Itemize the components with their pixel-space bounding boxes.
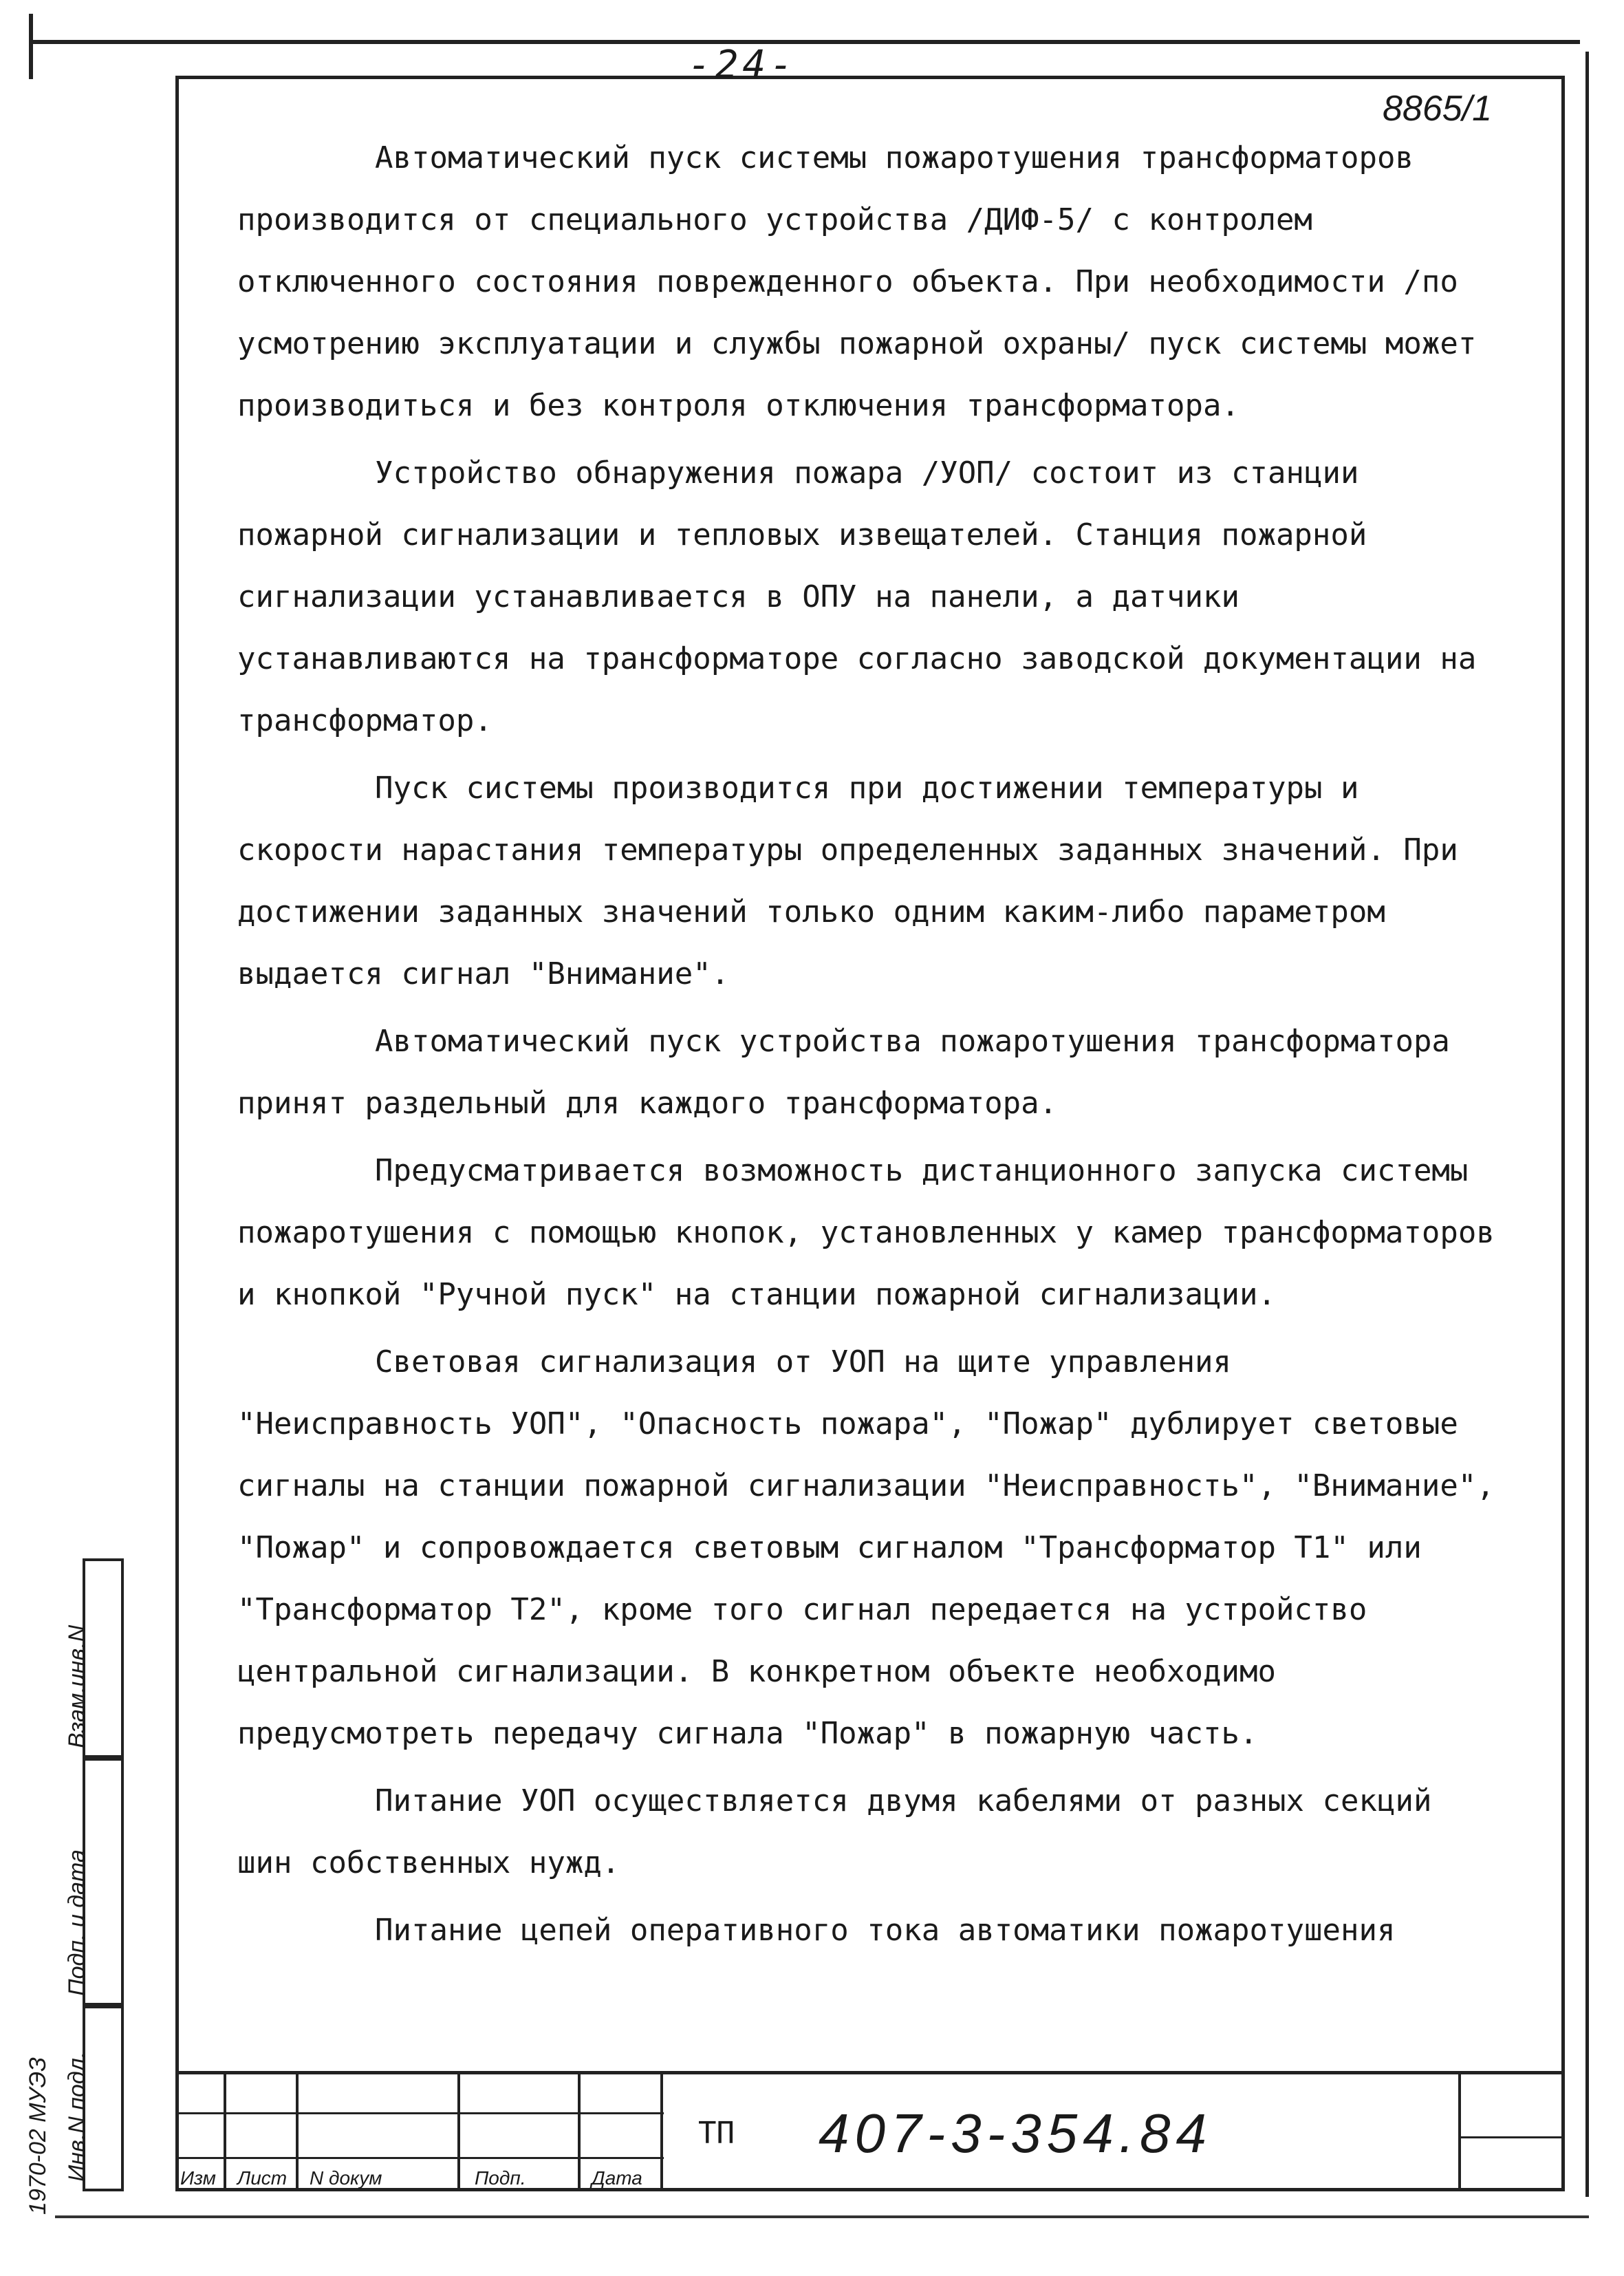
- title-block-rule: [175, 2157, 664, 2159]
- archive-number: 1970-02 МУЭЗ: [25, 2057, 51, 2215]
- col-label-doc: N докум: [310, 2167, 382, 2189]
- title-block-divider: [660, 2071, 663, 2191]
- paragraph: Пуск системы производится при достижении температуры и скорости нарастания температуры определенных заданных значений. При достижении заданных значений только одним каким-либо параметром выдается сигнал "Внимание".: [237, 771, 1458, 991]
- title-block-divider: [578, 2071, 581, 2191]
- sheet-id: 8865/1: [1383, 89, 1493, 129]
- paragraph: Предусматривается возможность дистанционного запуска системы пожаротушения с помощью кнопок, установленных у камер трансформаторов и кнопкой "Ручной пуск" на станции пожарной сигнализации.: [237, 1153, 1495, 1312]
- bottom-trim-line: [55, 2215, 1589, 2218]
- title-block-divider: [296, 2071, 299, 2191]
- paragraph: Световая сигнализация от УОП на щите управления "Неисправность УОП", "Опасность пожара", "Пожар" дублирует световые сигналы на станции пожарной сигнализации "Неисправность", "Внимание", "Пожар" и сопровождается световым сигналом "Трансформатор Т1" или "Трансформатор Т2", кроме того сигнал передается на устройство центральной сигнализации. В конкретном объекте необходимо предусмотреть передачу сигнала "Пожар" в пожарную часть.: [237, 1344, 1495, 1751]
- col-label-izm: Изм: [180, 2167, 216, 2189]
- paragraph: Питание цепей оперативного тока автоматики пожаротушения: [375, 1913, 1396, 1948]
- body-text: [237, 127, 1503, 1967]
- title-block-divider: [224, 2071, 226, 2191]
- stamp-label: Взам.инв.N: [64, 1624, 90, 1748]
- project-prefix: ТП: [698, 2116, 735, 2151]
- page-number: -24-: [688, 43, 797, 87]
- stamp-label: Подп. и дата: [64, 1849, 90, 1996]
- paragraph: Автоматический пуск устройства пожаротушения трансформатора принят раздельный для каждого трансформатора.: [237, 1024, 1450, 1121]
- title-block-rule: [1458, 2136, 1565, 2138]
- paragraph: Питание УОП осуществляется двумя кабелями от разных секций шин собственных нужд.: [237, 1783, 1432, 1880]
- stamp-cell-sign: [64, 1758, 124, 2006]
- paragraph: Автоматический пуск системы пожаротушения трансформаторов производится от специального устройства /ДИФ-5/ с контролем отключенного состояния поврежденного объекта. При необходимости /по усмотрению эксплуатации и службы пожарной охраны/ пуск системы может производиться и без контроля отключения трансформатора.: [237, 140, 1477, 423]
- stamp-cell-inv: [64, 2006, 124, 2191]
- paragraph: Устройство обнаружения пожара /УОП/ состоит из станции пожарной сигнализации и тепловых извещателей. Станция пожарной сигнализации устанавливается в ОПУ на панели, а датчики устанавливаются на трансформаторе согласно заводской документации на трансформатор.: [237, 455, 1477, 738]
- col-label-list: Лист: [237, 2167, 288, 2189]
- frame-top-line: [29, 40, 1580, 44]
- title-block-rule: [175, 2112, 664, 2114]
- col-label-date: Дата: [592, 2167, 642, 2189]
- title-block-divider: [457, 2071, 460, 2191]
- stamp-label: Инв.N подл.: [64, 2051, 90, 2182]
- frame-corner-mark: [29, 14, 33, 79]
- title-block-divider: [1458, 2071, 1461, 2191]
- col-label-sign: Подп.: [475, 2167, 526, 2189]
- project-code: 407-3-354.84: [819, 2103, 1212, 2164]
- stamp-cell-replace: [64, 1558, 124, 1758]
